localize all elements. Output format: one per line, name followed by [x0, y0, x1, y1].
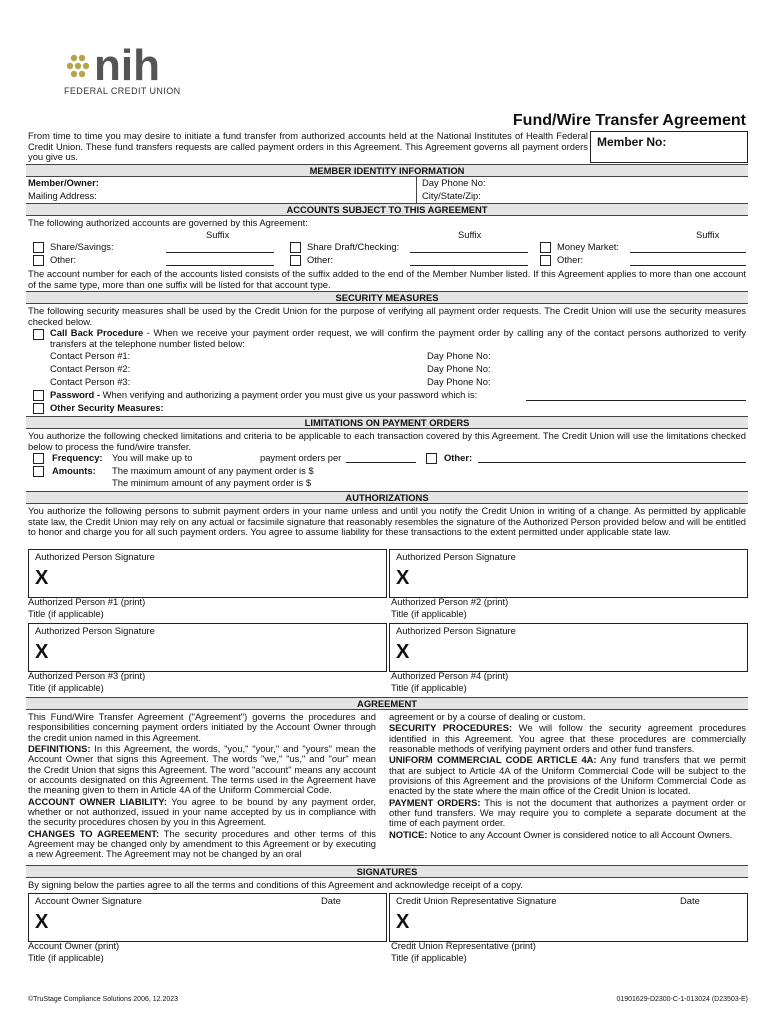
auth-title3-label: Title (if applicable): [28, 682, 104, 693]
owner-print-label: Account Owner (print): [28, 940, 120, 951]
share-draft-suffix-field[interactable]: [410, 252, 528, 253]
logo-subtitle: FEDERAL CREDIT UNION: [64, 86, 181, 96]
document-title: Fund/Wire Transfer Agreement: [512, 112, 746, 129]
other-limit-field[interactable]: [478, 462, 746, 463]
auth-sig-label-1: Authorized Person Signature: [35, 551, 155, 562]
cu-sig-label: Credit Union Representative Signature: [396, 895, 557, 906]
notice-paragraph: [389, 830, 746, 840]
security-procedures-text: We will follow the security agreement procedures identified in this Agreement. You agree that these procedures are commercially reasonable methods of verifying payment orders and other fund transfers.: [389, 722, 746, 755]
logo-text: nih: [94, 44, 160, 90]
auth-title2-label: Title (if applicable): [391, 608, 467, 619]
section-accounts: ACCOUNTS SUBJECT TO THIS AGREEMENT: [26, 203, 748, 216]
accounts-note: The account number for each of the accounts listed consists of the suffix added to the end of the Member Number listed. If this Agreement applies to more than one account of the same type, more than one suffix will be listed for that account type.: [28, 268, 746, 290]
frequency-label: Frequency:: [52, 452, 103, 463]
footer-copyright: ©TruStage Compliance Solutions 2006, 12.2023: [28, 996, 179, 1003]
member-owner-label: Member/Owner:: [28, 177, 99, 188]
auth-sig-label-4: Authorized Person Signature: [396, 625, 516, 636]
other-account-label-1: Other:: [50, 254, 77, 265]
owner-signature-box[interactable]: [28, 893, 387, 942]
footer-form-code: 01901629-D2300-C-1-013024 (D23503-E): [616, 996, 748, 1003]
contact2-phone-label: Day Phone No:: [427, 363, 491, 374]
other-security-checkbox[interactable]: [33, 403, 44, 414]
owner-date-label: Date: [321, 895, 341, 906]
contact1-label: Contact Person #1:: [50, 350, 131, 361]
other-security-label: Other Security Measures:: [50, 402, 164, 413]
password-desc: When verifying and authorizing a payment order you must give us your password which is:: [100, 389, 478, 400]
cu-sig-x: X: [396, 911, 410, 933]
auth-person4-label: Authorized Person #4 (print): [391, 670, 509, 681]
other-account-checkbox-2[interactable]: [290, 255, 301, 266]
identity-divider: [416, 176, 417, 204]
callback-text: [50, 328, 746, 349]
share-savings-label: Share/Savings:: [50, 241, 114, 252]
contact2-label: Contact Person #2:: [50, 363, 131, 374]
money-market-checkbox[interactable]: [540, 242, 551, 253]
frequency-checkbox[interactable]: [33, 453, 44, 464]
auth-person2-label: Authorized Person #2 (print): [391, 596, 509, 607]
callback-checkbox[interactable]: [33, 329, 44, 340]
mailing-address-label: Mailing Address:: [28, 190, 97, 201]
section-agreement: AGREEMENT: [26, 697, 748, 710]
payment-orders-per-text: payment orders per: [260, 452, 342, 463]
suffix-label-2: Suffix: [458, 229, 482, 240]
limitations-intro: You authorize the following checked limitations and criteria to be applicable to each transaction covered by this Agreement. The Credit Union will use the limitations checked below to process the fund/wire transfer.: [28, 430, 746, 452]
owner-sig-label: Account Owner Signature: [35, 895, 142, 906]
notice-title: NOTICE:: [389, 828, 428, 840]
changes-paragraph: [28, 829, 376, 860]
contact1-phone-label: Day Phone No:: [427, 350, 491, 361]
max-amount-text: The maximum amount of any payment order is $: [112, 465, 314, 476]
owner-title-label: Title (if applicable): [28, 952, 104, 963]
notice-text: Notice to any Account Owner is considered notice to all Account Owners.: [427, 828, 733, 840]
security-intro: The following security measures shall be used by the Credit Union for the purpose of verifying all payment order requests. The Credit Union will use the security measures checked below.: [28, 305, 746, 327]
city-state-zip-label: City/State/Zip:: [422, 190, 481, 201]
other-account-checkbox-1[interactable]: [33, 255, 44, 266]
frequency-period-field[interactable]: [346, 462, 416, 463]
share-savings-suffix-field[interactable]: [166, 252, 274, 253]
contact3-label: Contact Person #3:: [50, 376, 131, 387]
member-no-field[interactable]: [590, 131, 748, 163]
auth-title1-label: Title (if applicable): [28, 608, 104, 619]
ucc-title: UNIFORM COMMERCIAL CODE ARTICLE 4A:: [389, 754, 597, 766]
auth-sig-label-3: Authorized Person Signature: [35, 625, 155, 636]
liability-paragraph: [28, 797, 376, 828]
agreement-intro: This Fund/Wire Transfer Agreement ("Agreement") governs the procedures and responsibilities concerning payment orders initiated by the Account Owner through the credit union named in this Agreement.: [28, 711, 376, 743]
password-text: [50, 390, 477, 401]
auth-sig-x-4: X: [396, 641, 410, 663]
auth-signature-box-2[interactable]: [389, 549, 748, 598]
suffix-label-3: Suffix: [696, 229, 720, 240]
password-title: Password -: [50, 389, 101, 400]
liability-title: ACCOUNT OWNER LIABILITY:: [28, 795, 167, 807]
definitions-paragraph: [28, 744, 376, 796]
auth-sig-label-2: Authorized Person Signature: [396, 551, 516, 562]
section-authorizations: AUTHORIZATIONS: [26, 491, 748, 504]
cu-signature-box[interactable]: [389, 893, 748, 942]
other-account-checkbox-3[interactable]: [540, 255, 551, 266]
liability-text: You agree to be bound by any payment order, whether or not authorized, issued in your name accepted by us in compliance with the security procedures chosen by you in this Agreement.: [28, 795, 376, 828]
other-account-label-3: Other:: [557, 254, 584, 265]
auth-signature-box-3[interactable]: [28, 623, 387, 672]
cu-print-label: Credit Union Representative (print): [391, 940, 536, 951]
share-savings-checkbox[interactable]: [33, 242, 44, 253]
amounts-label: Amounts:: [52, 465, 96, 476]
auth-sig-x-3: X: [35, 641, 49, 663]
agreement-right-column: [389, 712, 746, 841]
security-procedures-title: SECURITY PROCEDURES:: [389, 722, 513, 734]
auth-signature-box-4[interactable]: [389, 623, 748, 672]
ucc-text: Any fund transfers that we permit that are subject to Article 4A of the Uniform Commercial Code will be subject to the provisions of this Agreement and the provisions of the Uniform Commercial Code as enacted by the state where the main office of the Credit Union is located.: [389, 754, 746, 797]
password-checkbox[interactable]: [33, 390, 44, 401]
member-no-label: Member No:: [597, 135, 667, 149]
definitions-title: DEFINITIONS:: [28, 743, 91, 755]
callback-desc: - When we receive your payment order request, we will confirm the payment order by calling any of the contact persons authorized to verify transfers at the telephone number listed below:: [50, 327, 747, 349]
money-market-suffix-field[interactable]: [630, 252, 746, 253]
section-member-identity: MEMBER IDENTITY INFORMATION: [26, 164, 748, 177]
other-suffix-field-1[interactable]: [166, 265, 274, 266]
auth-signature-box-1[interactable]: [28, 549, 387, 598]
payment-orders-paragraph: [389, 798, 746, 829]
ucc-paragraph: [389, 755, 746, 796]
changes-title: CHANGES TO AGREEMENT:: [28, 827, 160, 839]
other-suffix-field-3[interactable]: [630, 265, 746, 266]
definitions-text: In this Agreement, the words, "you," "your," and "yours" mean the Account Owner that signs this Agreement. The words "we," "us," and "our" mean the Credit Union that signs this Agreement. The word "account" means any account or accounts designated on this Agreement. The terms used in the Agreement have the meaning given to them in Article 4A of the Uniform Commercial Code.: [28, 743, 376, 796]
other-account-label-2: Other:: [307, 254, 334, 265]
auth-sig-x-1: X: [35, 567, 49, 589]
auth-person3-label: Authorized Person #3 (print): [28, 670, 146, 681]
other-suffix-field-2[interactable]: [410, 265, 528, 266]
cu-title-label: Title (if applicable): [391, 952, 467, 963]
callback-title: Call Back Procedure: [50, 327, 144, 338]
owner-sig-x: X: [35, 911, 49, 933]
authorizations-text: You authorize the following persons to submit payment orders in your name unless and until you notify the Credit Union in writing of a change. As permitted by applicable state law, the Credit Union may rely on any actual or facsimile signature that reasonably resembles the signature of the Authorized Person provided below and will be entitled to honor and charge you for all such payment orders. You agree to assume liability for these transactions to the extent permitted under applicable state law.: [28, 505, 746, 538]
cu-date-label: Date: [680, 895, 700, 906]
day-phone-label: Day Phone No:: [422, 177, 486, 188]
payment-orders-text: This is not the document that authorizes a payment order or other fund transfers. We may require you to complete a separate document at the time of each payment order.: [389, 796, 746, 829]
auth-title4-label: Title (if applicable): [391, 682, 467, 693]
share-draft-checkbox[interactable]: [290, 242, 301, 253]
intro-text: From time to time you may desire to initiate a fund transfer from authorized accounts held at the National Institutes of Health Federal Credit Union. These fund transfers requests are called payment orders in this Agreement. This Agreement governs all payment orders you give us.: [28, 130, 588, 163]
accounts-intro: The following authorized accounts are governed by this Agreement:: [28, 217, 308, 228]
signatures-text: By signing below the parties agree to all the terms and conditions of this Agreement and acknowledge receipt of a copy.: [28, 879, 523, 890]
section-signatures: SIGNATURES: [26, 865, 748, 878]
auth-person1-label: Authorized Person #1 (print): [28, 596, 146, 607]
money-market-label: Money Market:: [557, 241, 619, 252]
security-procedures-paragraph: [389, 723, 746, 754]
contact3-phone-label: Day Phone No:: [427, 376, 491, 387]
min-amount-text: The minimum amount of any payment order is $: [112, 477, 312, 488]
amounts-checkbox[interactable]: [33, 466, 44, 477]
share-draft-label: Share Draft/Checking:: [307, 241, 400, 252]
auth-sig-x-2: X: [396, 567, 410, 589]
changes-text: The security procedures and other terms of this Agreement may be changed only by amendment to this Agreement or by executing a new Agreement. The Agreement may not be changed by an oral: [28, 827, 376, 860]
other-limit-checkbox[interactable]: [426, 453, 437, 464]
section-security: SECURITY MEASURES: [26, 291, 748, 304]
frequency-text: You will make up to: [112, 452, 193, 463]
logo-dots-icon: [67, 55, 89, 77]
payment-orders-title: PAYMENT ORDERS:: [389, 796, 481, 808]
other-limit-label: Other:: [444, 452, 473, 463]
suffix-label-1: Suffix: [206, 229, 230, 240]
section-limitations: LIMITATIONS ON PAYMENT ORDERS: [26, 416, 748, 429]
agreement-continued: agreement or by a course of dealing or custom.: [389, 711, 586, 722]
agreement-left-column: [28, 712, 376, 861]
password-field[interactable]: [526, 400, 746, 401]
